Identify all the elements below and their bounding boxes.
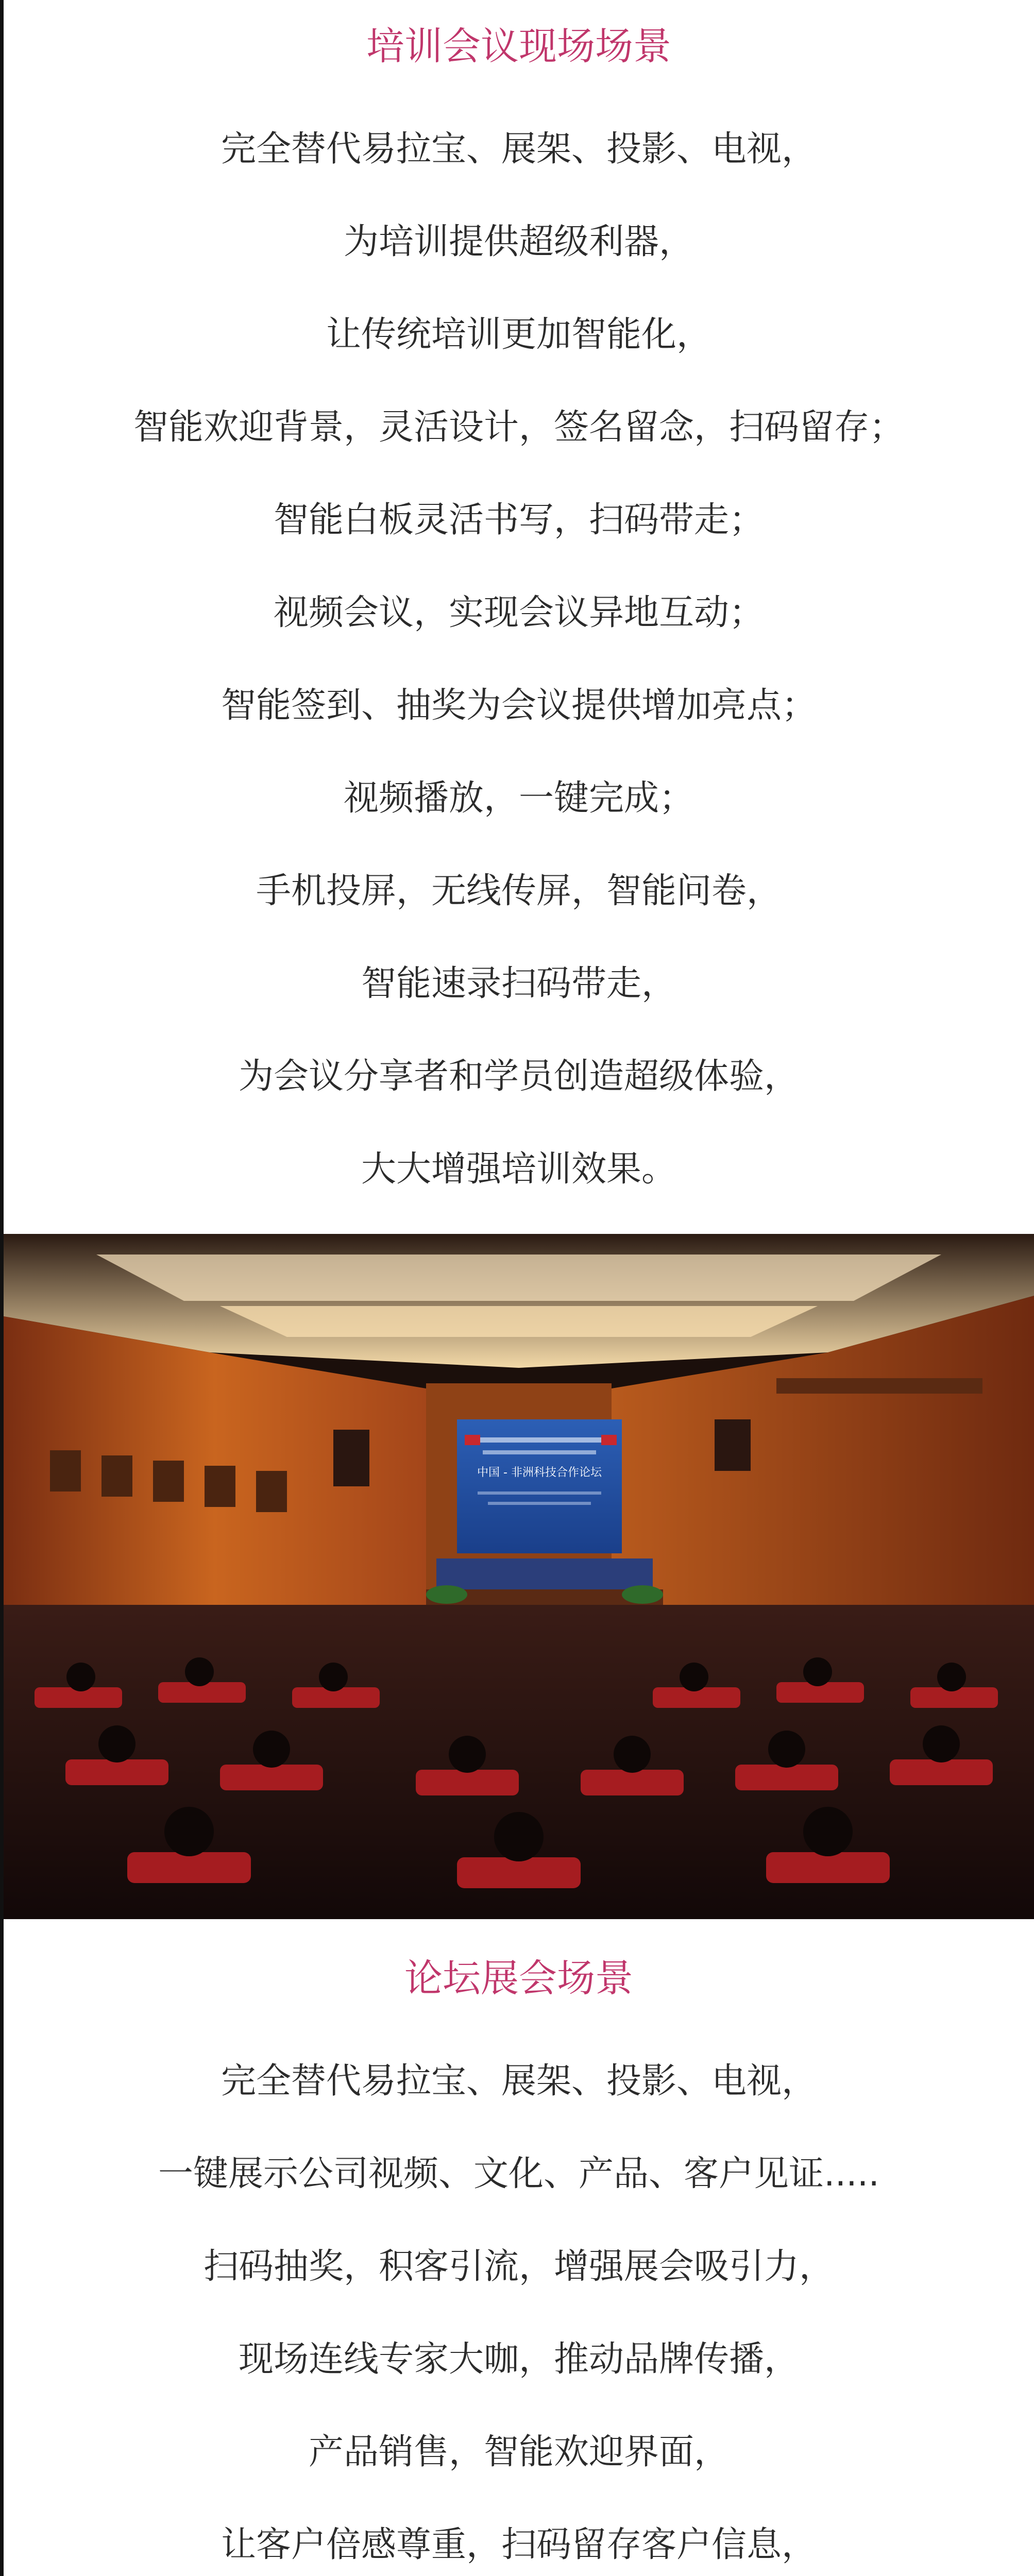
training-line: 大大增强培训效果。 [361,1149,676,1190]
training-line: 智能白板灵活书写，扫码带走； [273,500,764,540]
training-line: 智能速录扫码带走， [361,963,676,1004]
training-line: 完全替代易拉宝、展架、投影、电视， [221,129,817,170]
expo-line: 现场连线专家大咖，推动品牌传播， [238,2339,799,2380]
expo-lines [4,2035,1034,2576]
stage-banner-title: 中国 - 非洲科技合作论坛 [477,1466,602,1479]
training-line: 为会议分享者和学员创造超级体验， [238,1056,799,1097]
training-line: 让传统培训更加智能化， [326,314,711,355]
training-line: 视频播放，一键完成； [343,778,694,819]
expo-line: 产品销售，智能欢迎界面， [308,2432,729,2472]
training-section-title: 培训会议现场场景 [366,24,671,69]
expo-section [4,1953,1034,2576]
expo-line: 扫码抽奖，积客引流，增强展会吸引力， [203,2246,834,2287]
expo-line: 完全替代易拉宝、展架、投影、电视， [221,2061,817,2102]
training-line: 智能签到、抽奖为会议提供增加亮点； [221,685,817,726]
training-line: 手机投屏，无线传屏，智能问卷， [256,871,782,911]
training-lines [4,103,1034,1216]
expo-line: 一键展示公司视频、文化、产品、客户见证..... [158,2154,880,2194]
training-line: 为培训提供超级利器， [343,222,694,262]
training-line: 智能欢迎背景，灵活设计，签名留念，扫码留存； [133,407,904,448]
expo-section-title: 论坛展会场景 [404,1956,633,2001]
conference-hall-photo [4,1234,1034,1919]
training-line: 视频会议，实现会议异地互动； [273,592,764,633]
expo-line: 让客户倍感尊重，扫码留存客户信息， [221,2524,817,2565]
training-section [4,21,1034,1216]
